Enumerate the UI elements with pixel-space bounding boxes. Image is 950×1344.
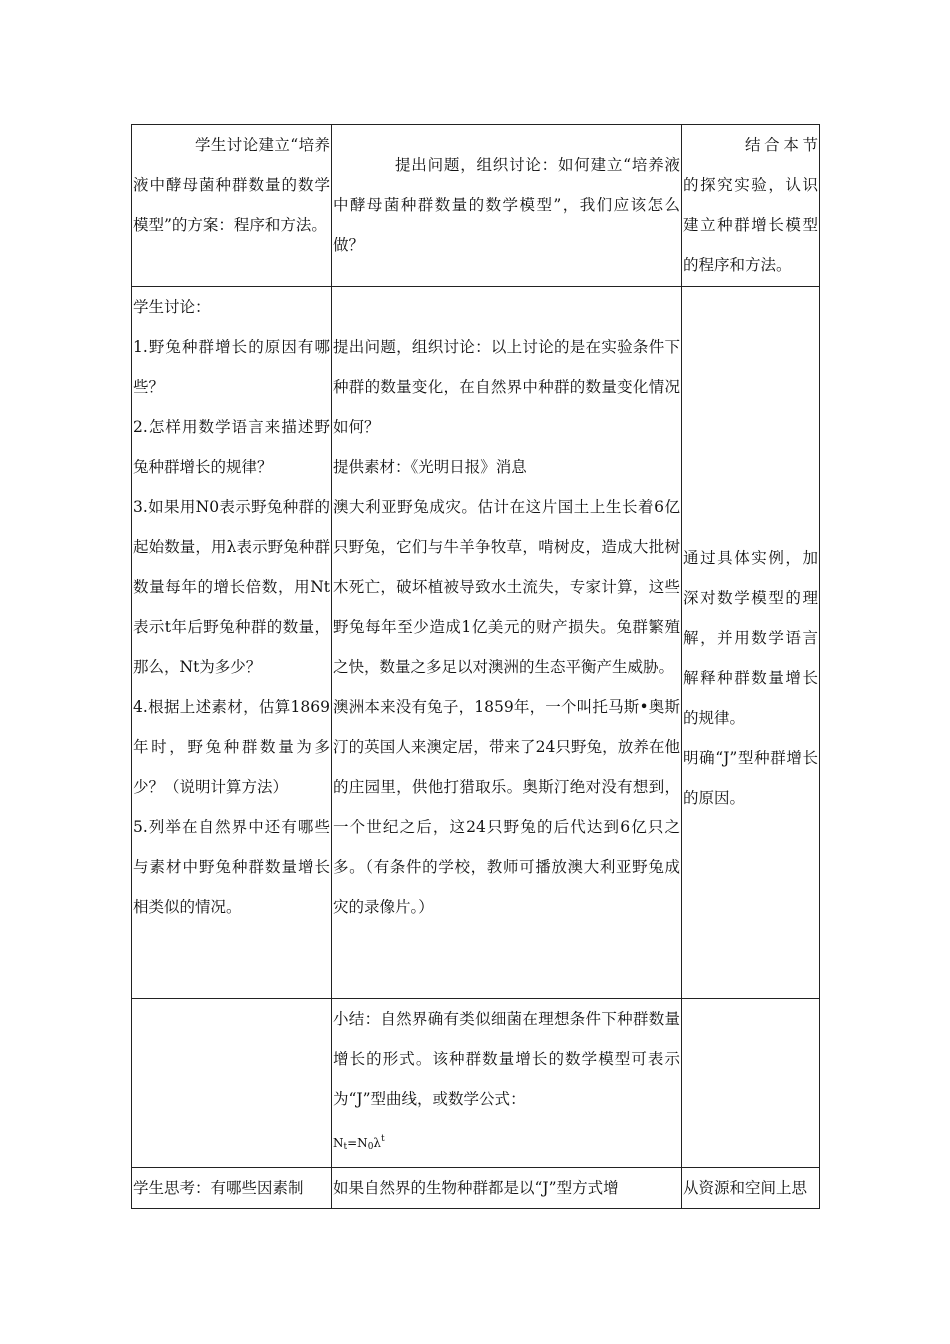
cell-text: 学生思考：有哪些因素制	[133, 1179, 304, 1197]
cell-text: 1.野兔种群增长的原因有哪些？	[133, 338, 330, 396]
cell-text: 2.怎样用数学语言来描述野兔种群增长的规律？	[133, 418, 330, 476]
table-row	[132, 999, 820, 1168]
table-row	[132, 125, 820, 287]
cell-text: 学生讨论：	[133, 298, 211, 316]
student-activity-cell	[132, 1168, 332, 1209]
design-intent-cell	[682, 287, 820, 999]
student-activity-cell	[132, 287, 332, 999]
student-activity-cell	[132, 125, 332, 287]
cell-text: 提出问题，组织讨论：如何建立“培养液中酵母菌种群数量的数学模型”，我们应该怎么做？	[333, 156, 680, 254]
cell-text: 明确“J”型种群增长的原因。	[683, 748, 818, 807]
cell-text: 学生讨论建立“培养液中酵母菌种群数量的数学模型”的方案：程序和方法。	[133, 136, 330, 234]
cell-text: 如果自然界的生物种群都是以“J”型方式增	[333, 1179, 619, 1197]
table-row	[132, 1168, 820, 1209]
teacher-activity-cell	[332, 999, 682, 1168]
cell-text: 小结：自然界确有类似细菌在理想条件下种群数量增长的形式。该种群数量增长的数学模型可表示为“J”型曲线，或数学公式：	[333, 1010, 680, 1108]
student-activity-cell	[132, 999, 332, 1168]
formula: $N_t=N_0\lambda^t$	[333, 1134, 385, 1152]
teacher-activity-cell	[332, 125, 682, 287]
table-row	[132, 287, 820, 999]
teacher-activity-cell	[332, 287, 682, 999]
design-intent-cell	[682, 1168, 820, 1209]
teacher-activity-cell	[332, 1168, 682, 1209]
cell-text: 结合本节的探究实验，认识建立种群增长模型的程序和方法。	[683, 136, 818, 274]
cell-text: 提出问题，组织讨论：以上讨论的是在实验条件下种群的数量变化，在自然界中种群的数量变化情况如何？	[333, 338, 680, 436]
cell-text: 5.列举在自然界中还有哪些与素材中野兔种群数量增长相类似的情况。	[133, 818, 330, 916]
cell-text: 提供素材：《光明日报》消息	[333, 458, 527, 476]
cell-text: 通过具体实例，加深对数学模型的理解，并用数学语言解释种群数量增长的规律。	[683, 548, 818, 727]
cell-text: 澳大利亚野兔成灾。估计在这片国土上生长着6亿只野兔，它们与牛羊争牧草，啃树皮，造成大批树木死亡，破坏植被导致水土流失，专家计算，这些野兔每年至少造成1亿美元的财产损失。兔群繁殖之快，数量之多足以对澳洲的生态平衡产生威胁。	[333, 498, 680, 676]
cell-text: 4.根据上述素材，估算1869年时，野兔种群数量为多少？（说明计算方法）	[133, 698, 330, 796]
cell-text: 从资源和空间上思	[683, 1179, 808, 1197]
lesson-plan-table	[131, 124, 820, 1209]
cell-text: 3.如果用N0表示野兔种群的起始数量，用λ表示野兔种群数量每年的增长倍数，用Nt表示t年后野兔种群的数量，那么，Nt为多少？	[133, 498, 330, 676]
design-intent-cell	[682, 999, 820, 1168]
cell-text: 澳洲本来没有兔子，1859年，一个叫托马斯•奥斯汀的英国人来澳定居，带来了24只野兔，放养在他的庄园里，供他打猎取乐。奥斯汀绝对没有想到，一个世纪之后，这24只野兔的后代达到6亿只之多。（有条件的学校，教师可播放澳大利亚野兔成灾的录像片。）	[333, 698, 680, 916]
design-intent-cell	[682, 125, 820, 287]
